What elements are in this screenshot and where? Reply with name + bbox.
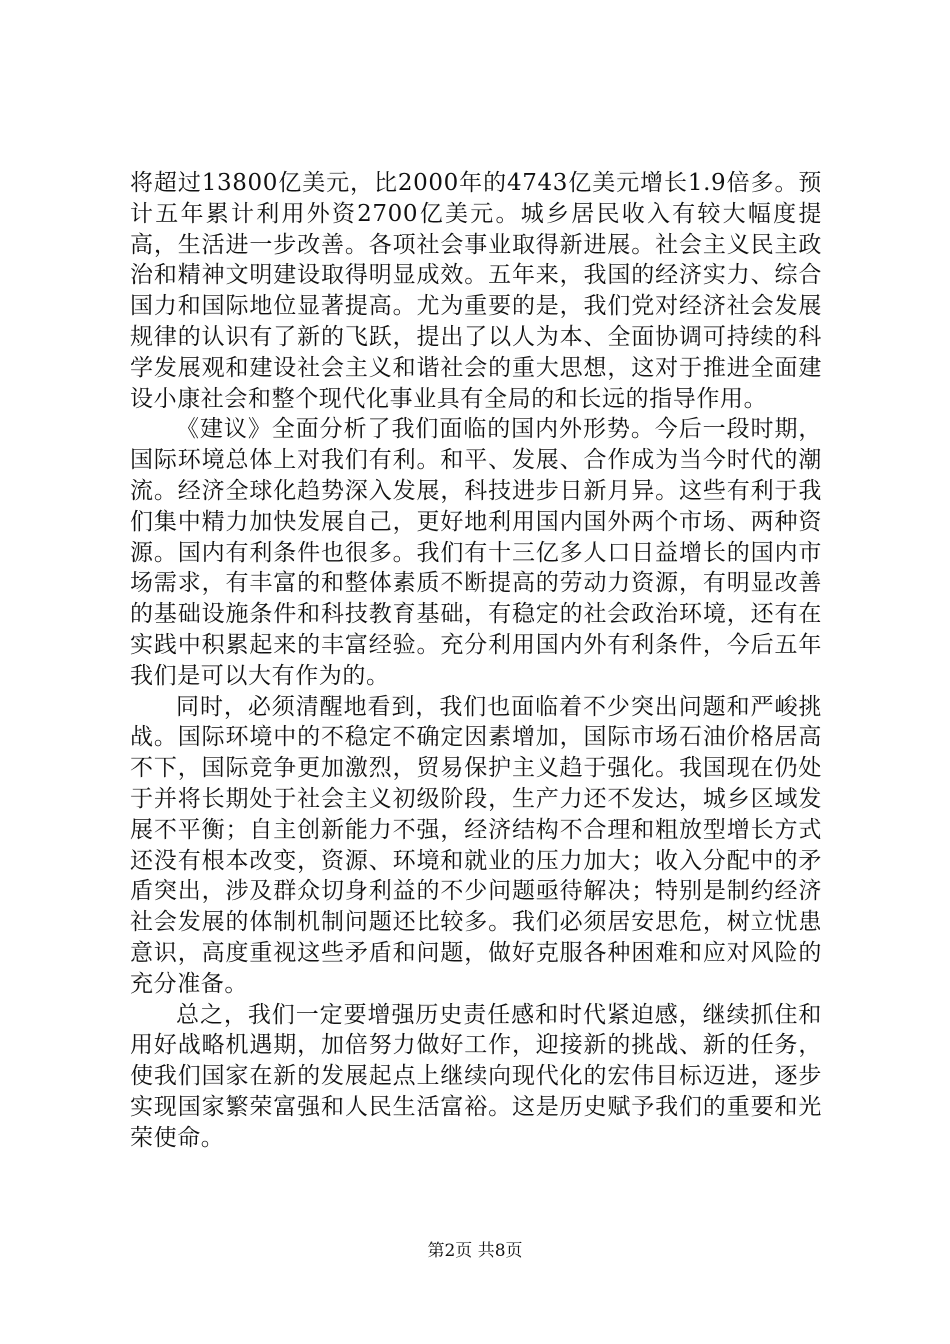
paragraph-challenges: 同时，必须清醒地看到，我们也面临着不少突出问题和严峻挑战。国际环境中的不稳定不确定因素增加，国际市场石油价格居高不下，国际竞争更加激烈，贸易保护主义趋于强化。我国现在仍处于并将长期处于社会主义初级阶段，生产力还不发达，城乡区域发展不平衡；自主创新能力不强，经济结构不合理和粗放型增长方式还没有根本改变，资源、环境和就业的压力加大；收入分配中的矛盾突出，涉及群众切身利益的不少问题亟待解决；特别是制约经济社会发展的体制机制问题还比较多。我们必须居安思危，树立忧患意识，高度重视这些矛盾和问题，做好克服各种困难和应对风险的充分准备。 [130,693,822,997]
paragraph-conclusion: 总之，我们一定要增强历史责任感和时代紧迫感，继续抓住和用好战略机遇期，加倍努力做好工作，迎接新的挑战、新的任务，使我们国家在新的发展起点上继续向现代化的宏伟目标迈进，逐步实现国家繁荣富强和人民生活富裕。这是历史赋予我们的重要和光荣使命。 [130,1001,822,1151]
document-body [130,168,822,1154]
paragraph-continued: 将超过13800亿美元，比2000年的4743亿美元增长1.9倍多。预计五年累计利用外资2700亿美元。城乡居民收入有较大幅度提高，生活进一步改善。各项社会事业取得新进展。社会主义民主政治和精神文明建设取得明显成效。五年来，我国的经济实力、综合国力和国际地位显著提高。尤为重要的是，我们党对经济社会发展规律的认识有了新的飞跃，提出了以人为本、全面协调可持续的科学发展观和建设社会主义和谐社会的重大思想，这对于推进全面建设小康社会和整个现代化事业具有全局的和长远的指导作用。 [130,170,822,412]
page-number-footer: 第2页 共8页 [427,1241,523,1261]
paragraph-situation-analysis: 《建议》全面分析了我们面临的国内外形势。今后一段时期，国际环境总体上对我们有利。和平、发展、合作成为当今时代的潮流。经济全球化趋势深入发展，科技进步日新月异。这些有利于我们集中精力加快发展自己，更好地利用国内国外两个市场、两种资源。国内有利条件也很多。我们有十三亿多人口日益增长的国内市场需求，有丰富的和整体素质不断提高的劳动力资源，有明显改善的基础设施条件和科技教育基础，有稳定的社会政治环境，还有在实践中积累起来的丰富经验。充分利用国内外有利条件，今后五年我们是可以大有作为的。 [130,416,822,689]
